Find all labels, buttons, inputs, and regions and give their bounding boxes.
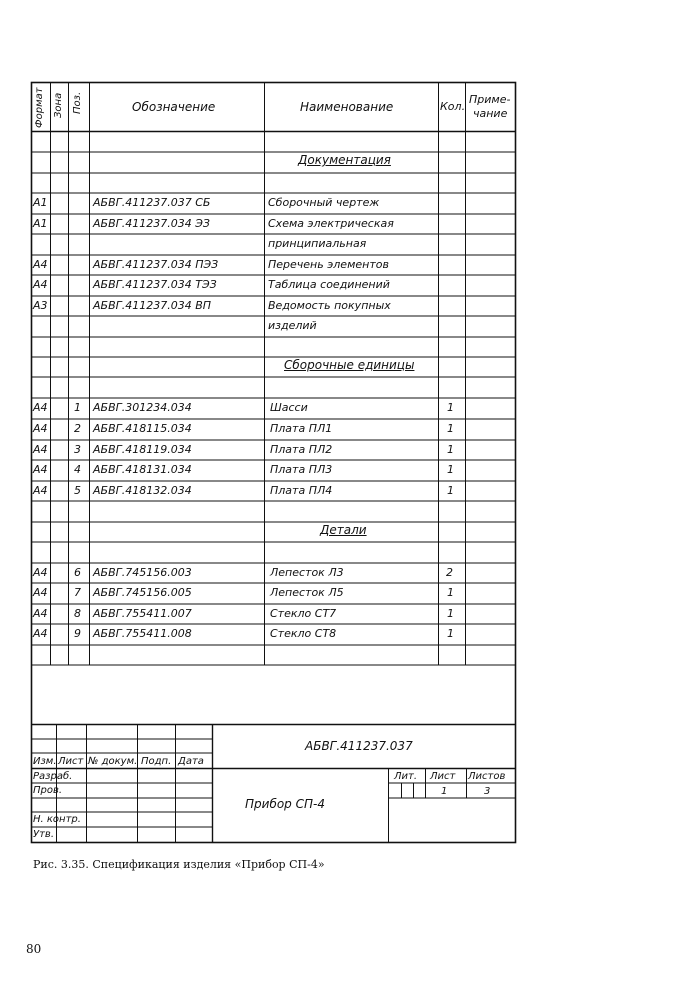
- section-details: Детали: [320, 523, 367, 537]
- doc-row-5-designation: АБВГ.411237.034 ТЭЗ: [93, 278, 217, 291]
- section-assemblies: Сборочные единицы: [284, 358, 415, 372]
- role-checker: Пров.: [33, 785, 63, 796]
- assembly-row-5-pos: 5: [74, 484, 81, 497]
- assembly-row-4-format: А4: [33, 463, 48, 476]
- doc-row-4-name: Перечень элементов: [268, 258, 389, 271]
- assembly-row-1-designation: АБВГ.301234.034: [93, 401, 192, 414]
- assembly-row-4-pos: 4: [74, 463, 81, 476]
- assembly-row-4-designation: АБВГ.418131.034: [93, 463, 192, 476]
- role-approver: Утв.: [33, 829, 54, 840]
- doc-row-5-name: Таблица соединений: [268, 278, 390, 291]
- assembly-row-2-name: Плата ПЛ1: [270, 422, 333, 435]
- doc-row-1-designation: АБВГ.411237.037 СБ: [93, 196, 211, 209]
- detail-row-2-qty: 1: [447, 586, 454, 599]
- detail-row-3-designation: АБВГ.755411.007: [93, 607, 192, 620]
- detail-row-2-format: А4: [33, 586, 48, 599]
- detail-row-1-pos: 6: [74, 566, 81, 579]
- assembly-row-1-qty: 1: [447, 401, 454, 414]
- detail-row-1-designation: АБВГ.745156.003: [93, 566, 192, 579]
- detail-row-4-qty: 1: [447, 627, 454, 640]
- detail-row-3-pos: 8: [74, 607, 81, 620]
- sheet-value: 1: [441, 786, 448, 797]
- doc-row-4-designation: АБВГ.411237.034 ПЭЗ: [93, 258, 219, 271]
- doc-row-3-name: принципиальная: [268, 237, 367, 250]
- section-documentation: Документация: [298, 153, 391, 167]
- assembly-row-3-qty: 1: [447, 443, 454, 456]
- doc-row-5-format: А4: [33, 278, 48, 291]
- assembly-row-2-qty: 1: [447, 422, 454, 435]
- header-quantity: Кол.: [440, 100, 466, 113]
- header-designation: Обозначение: [132, 100, 216, 114]
- detail-row-4-pos: 9: [74, 627, 81, 640]
- sheets-label: Листов: [468, 771, 506, 782]
- detail-row-1-format: А4: [33, 566, 48, 579]
- doc-row-2-format: А1: [33, 217, 48, 230]
- detail-row-3-qty: 1: [447, 607, 454, 620]
- assembly-row-2-format: А4: [33, 422, 48, 435]
- col-sheet: Лист: [58, 756, 84, 767]
- assembly-row-1-name: Шасси: [270, 401, 308, 414]
- assembly-row-4-qty: 1: [447, 463, 454, 476]
- detail-row-2-name: Лепесток Л5: [270, 586, 344, 599]
- col-date: Дата: [178, 756, 204, 767]
- detail-row-1-qty: 2: [446, 566, 453, 579]
- doc-row-6-name: Ведомость покупных: [268, 299, 391, 312]
- assembly-row-4-name: Плата ПЛ3: [270, 463, 333, 476]
- doc-row-2-name: Схема электрическая: [268, 217, 394, 230]
- assembly-row-3-name: Плата ПЛ2: [270, 443, 333, 456]
- role-developer: Разраб.: [33, 771, 73, 782]
- role-norm-control: Н. контр.: [33, 814, 81, 825]
- figure-caption: Рис. 3.35. Спецификация изделия «Прибор СП-4»: [33, 858, 325, 871]
- assembly-row-5-designation: АБВГ.418132.034: [93, 484, 192, 497]
- doc-row-1-format: А1: [33, 196, 48, 209]
- detail-row-3-format: А4: [33, 607, 48, 620]
- col-doc-number: № докум.: [88, 756, 138, 767]
- assembly-row-3-pos: 3: [74, 443, 81, 456]
- header-note-line1: Приме-: [469, 93, 511, 106]
- detail-row-4-designation: АБВГ.755411.008: [93, 627, 192, 640]
- header-note-line2: чание: [473, 107, 508, 120]
- detail-row-4-name: Стекло СТ8: [270, 627, 337, 640]
- col-change: Изм.: [33, 756, 57, 767]
- doc-row-4-format: А4: [33, 258, 48, 271]
- assembly-row-2-pos: 2: [74, 422, 81, 435]
- col-signature: Подп.: [141, 756, 172, 767]
- doc-row-7-name: изделий: [268, 319, 317, 332]
- lit-label: Лит.: [394, 771, 418, 782]
- doc-row-2-designation: АБВГ.411237.034 ЭЗ: [93, 217, 210, 230]
- page-number: 80: [26, 942, 42, 956]
- document-code: АБВГ.411237.037: [305, 739, 413, 753]
- header-zone: Зона: [53, 92, 64, 118]
- header-format: Формат: [34, 87, 45, 128]
- detail-row-1-name: Лепесток Л3: [270, 566, 344, 579]
- assembly-row-3-designation: АБВГ.418119.034: [93, 443, 192, 456]
- doc-row-1-name: Сборочный чертеж: [268, 196, 380, 209]
- sheets-value: 3: [484, 786, 491, 797]
- assembly-row-1-pos: 1: [74, 401, 81, 414]
- assembly-row-5-name: Плата ПЛ4: [270, 484, 333, 497]
- doc-row-6-format: А3: [33, 299, 48, 312]
- detail-row-3-name: Стекло СТ7: [270, 607, 337, 620]
- assembly-row-1-format: А4: [33, 401, 48, 414]
- sheet-label: Лист: [430, 771, 456, 782]
- detail-row-4-format: А4: [33, 627, 48, 640]
- assembly-row-5-format: А4: [33, 484, 48, 497]
- detail-row-2-pos: 7: [74, 586, 81, 599]
- detail-row-2-designation: АБВГ.745156.005: [93, 586, 192, 599]
- doc-row-6-designation: АБВГ.411237.034 ВП: [93, 299, 212, 312]
- header-position: Поз.: [72, 91, 83, 114]
- product-name: Прибор СП-4: [245, 797, 325, 811]
- header-name: Наименование: [300, 100, 394, 114]
- assembly-row-5-qty: 1: [447, 484, 454, 497]
- assembly-row-2-designation: АБВГ.418115.034: [93, 422, 192, 435]
- assembly-row-3-format: А4: [33, 443, 48, 456]
